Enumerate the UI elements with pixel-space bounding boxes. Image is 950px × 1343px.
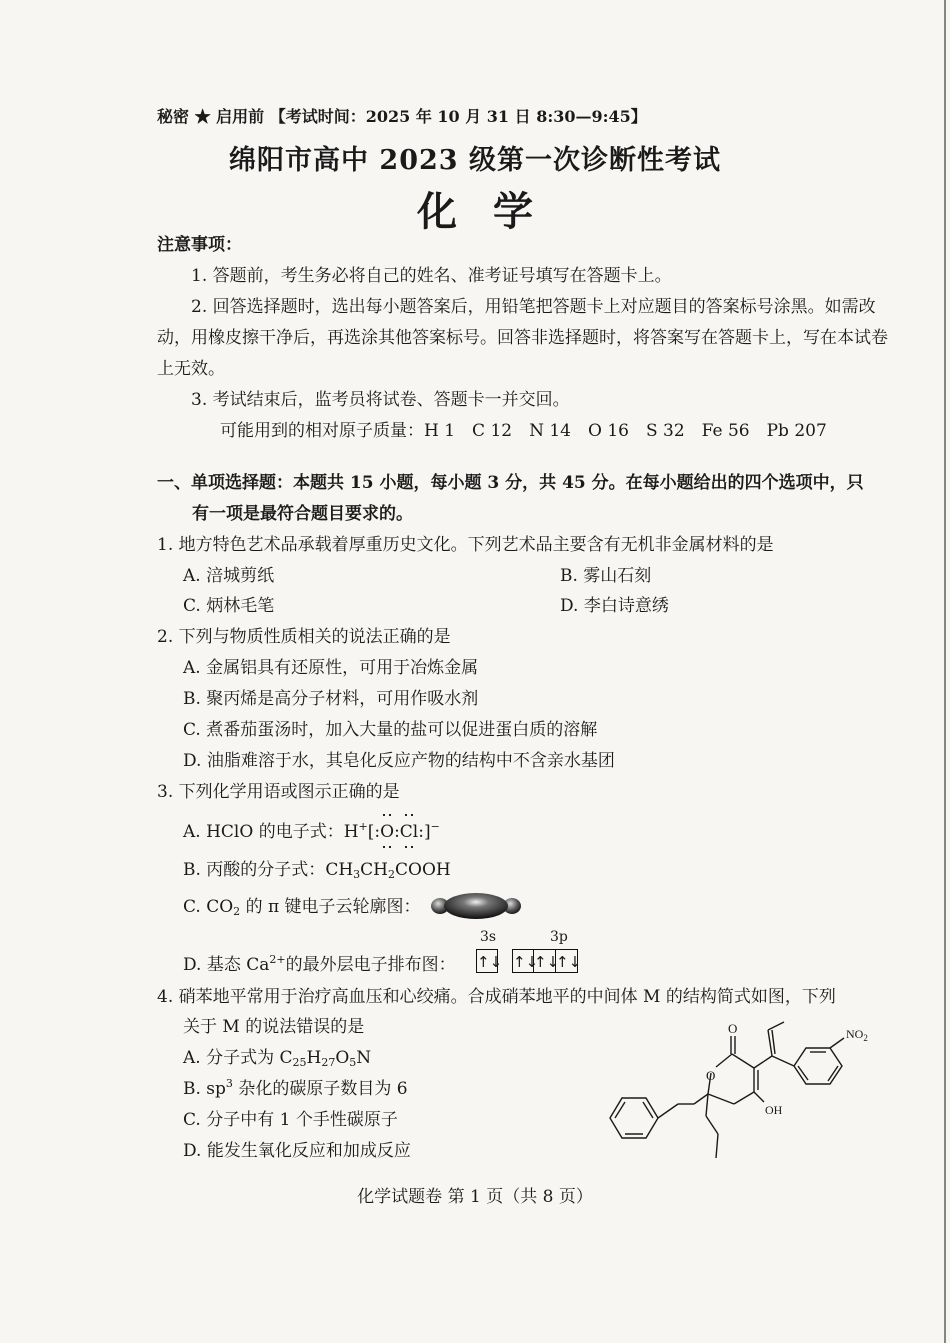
ring-o-label: O: [706, 1068, 716, 1083]
q3-a-h: H: [343, 822, 359, 842]
q4-option-c: C. 分子中有 1 个手性碳原子: [183, 1110, 398, 1130]
orbital-box-3s: [476, 949, 503, 973]
q2-option-a: A. 金属铝具有还原性，可用于冶炼金属: [183, 658, 479, 678]
q3-d-prefix: D. 基态 Ca: [183, 955, 270, 975]
q4-option-a: A. 分子式为 $C_{25}H_{27}O_5N$: [183, 1048, 372, 1069]
q1-stem: 1. 地方特色艺术品承载着厚重历史文化。下列艺术品主要含有无机非金属材料的是: [157, 535, 774, 555]
q3-a-prefix: A. HClO 的电子式：: [183, 822, 344, 842]
section-1-heading: 一、单项选择题：本题共 15 小题，每小题 3 分，共 45 分。在每小题给出的四个选项中，只: [157, 473, 864, 493]
pi-bond-orbital-icon: [428, 890, 524, 922]
nitrophenyl-ring: [794, 1038, 844, 1084]
confidential-line: 秘密 ★ 启用前 【考试时间：2025 年 10 月 31 日 8:30—9:45】: [157, 107, 647, 126]
notes-heading: 注意事项：: [157, 235, 242, 255]
hydroxyl-label: OH: [765, 1103, 783, 1117]
pyranone-ring: [708, 1036, 758, 1104]
phenyl-ring-left: [610, 1098, 658, 1138]
exam-title: 绵阳市高中 2023 级第一次诊断性考试: [229, 145, 721, 176]
q3-a-oxygen: O: [380, 817, 394, 847]
orbital-3p-box-1: ↑↓: [512, 949, 534, 973]
q3-b-prefix: B. 丙酸的分子式：: [183, 860, 326, 880]
note-2: 2. 回答选择题时，选出每小题答案后，用铅笔把答题卡上对应题目的答案标号涂黑。如需改动，用橡皮擦干净后，再选涂其他答案标号。回答非选择题时，将答案写在答题卡上，写在本试卷上无效。: [157, 297, 888, 379]
q3-option-d: D. 基态 $Ca^{2+}$的最外层电子排布图：: [183, 953, 456, 975]
molecule-m-structure: [598, 1018, 888, 1168]
orbital-label-3s: 3s: [480, 929, 497, 945]
q2-option-d: D. 油脂难溶于水，其皂化反应产物的结构中不含亲水基团: [183, 751, 615, 771]
q4-a-prefix: A. 分子式为: [183, 1048, 280, 1068]
page-footer: 化学试题卷 第 1 页（共 8 页）: [357, 1187, 593, 1207]
orbital-label-3p: 3p: [550, 929, 568, 945]
q2-option-c: C. 煮番茄蛋汤时，加入大量的盐可以促进蛋白质的溶解: [183, 720, 598, 740]
subject-title: 化学: [417, 188, 569, 235]
note-3: 3. 考试结束后，监考员将试卷、答题卡一并交回。: [191, 390, 570, 410]
q3-c-prefix: C. CO: [183, 897, 234, 917]
q2-option-b: B. 聚丙烯是高分子材料，可用作吸水剂: [183, 689, 479, 709]
q4-option-b: B. $sp^3$ 杂化的碳原子数目为 6: [183, 1077, 408, 1099]
q4-b-suffix: 杂化的碳原子数目为 6: [232, 1079, 408, 1099]
q4-b-prefix: B. sp: [183, 1079, 226, 1099]
orbital-3s-box: ↑↓: [476, 949, 498, 973]
atomic-masses: 可能用到的相对原子质量：H 1 C 12 N 14 O 16 S 32 Fe 56 Pb 207: [220, 421, 827, 441]
nitro-group-label: [846, 1027, 868, 1043]
q3-d-suffix: 的最外层电子排布图：: [285, 955, 456, 975]
q3-option-c: C. $CO_2$ 的 π 键电子云轮廓图：: [183, 897, 421, 918]
orbital-3p-box-3: ↑↓: [556, 949, 578, 973]
q3-c-suffix: 的 π 键电子云轮廓图：: [245, 897, 421, 917]
q1-option-b: B. 雾山石刻: [560, 566, 652, 586]
orbital-3p-box-2: ↑↓: [534, 949, 556, 973]
q4-option-d: D. 能发生氧化反应和加成反应: [183, 1141, 411, 1161]
nitro-sub: 2: [863, 1033, 868, 1043]
q3-option-b: B. 丙酸的分子式：$CH_3CH_2COOH$: [183, 860, 451, 881]
q3-stem: 3. 下列化学用语或图示正确的是: [157, 782, 400, 802]
q1-option-a: A. 涪城剪纸: [183, 566, 275, 586]
q4-stem-line2: 关于 M 的说法错误的是: [183, 1017, 365, 1037]
q2-stem: 2. 下列与物质性质相关的说法正确的是: [157, 627, 451, 647]
nitro-label: NO: [846, 1027, 864, 1041]
q1-option-c: C. 炳林毛笔: [183, 596, 275, 616]
section-1-heading-cont: 有一项是最符合题目要求的。: [192, 504, 413, 524]
q1-option-d: D. 李白诗意绣: [560, 596, 669, 616]
orbital-box-3p: [512, 949, 582, 973]
carbonyl-o-label: O: [728, 1021, 738, 1036]
q4-stem-line1: 4. 硝苯地平常用于治疗高血压和心绞痛。合成硝苯地平的中间体 M 的结构简式如图，下列: [157, 987, 836, 1007]
note-1: 1. 答题前，考生务必将自己的姓名、准考证号填写在答题卡上。: [191, 266, 672, 286]
q3-a-chlorine: Cl: [400, 817, 418, 847]
q3-option-a: A. HClO 的电子式：H+[:O:Cl:]−: [183, 817, 440, 847]
